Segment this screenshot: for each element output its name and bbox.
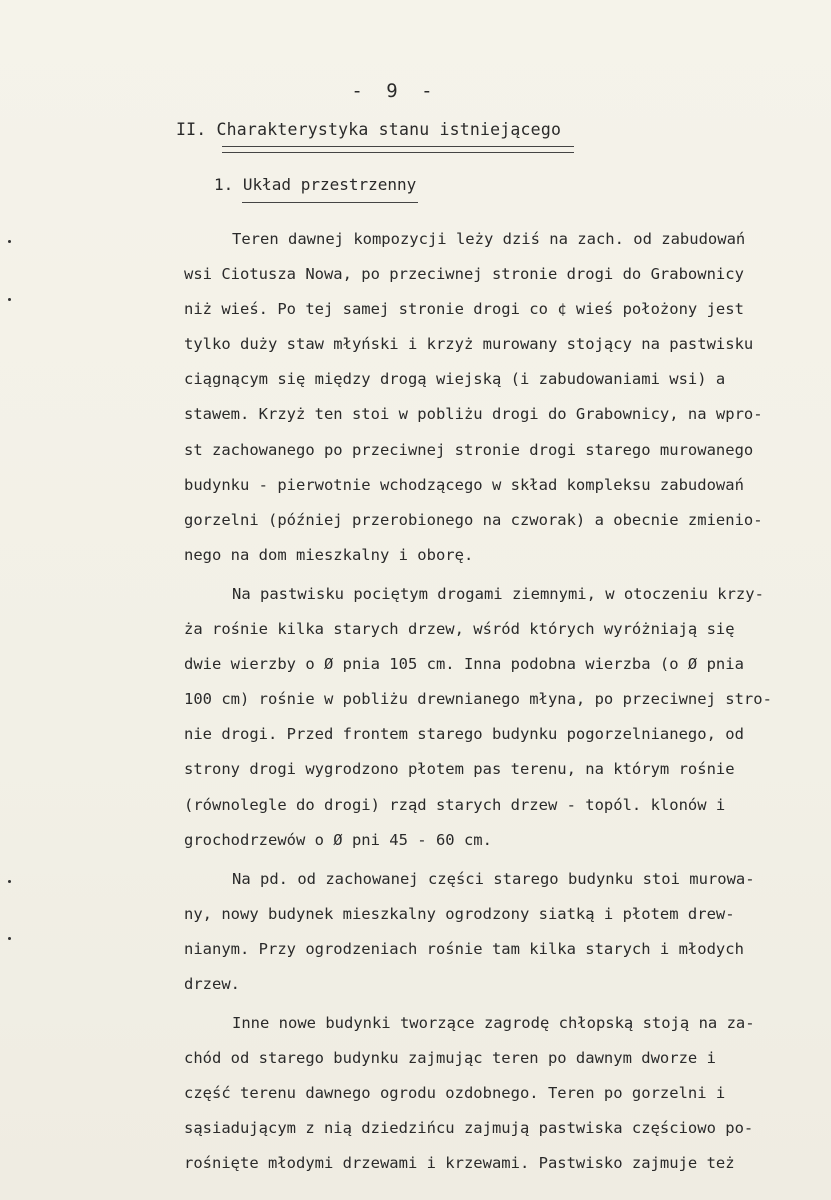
text-line: ża rośnie kilka starych drzew, wśród których wyróżniają się [184, 620, 735, 639]
text-line: dwie wierzby o Ø pnia 105 cm. Inna podobna wierzba (o Ø pnia [184, 655, 744, 674]
text-line: ciągnącym się między drogą wiejską (i zabudowaniami wsi) a [184, 370, 726, 389]
heading-double-underline [222, 146, 574, 153]
text-line: sąsiadującym z nią dziedzińcu zajmują pastwiska częściowo po- [184, 1119, 754, 1138]
body-text [184, 222, 824, 1182]
text-line: Na pastwisku pociętym drogami ziemnymi, w otoczeniu krzy- [232, 584, 764, 603]
page-number: - 9 - [351, 80, 439, 102]
text-line: drzew. [184, 974, 240, 993]
text-line: (równolegle do drogi) rząd starych drzew - topól. klonów i [184, 795, 726, 814]
text-line: część terenu dawnego ogrodu ozdobnego. Teren po gorzelni i [184, 1084, 726, 1103]
text-line: niż wieś. Po tej samej stronie drogi co ¢ wieś położony jest [184, 300, 744, 319]
text-line: nianym. Przy ogrodzeniach rośnie tam kilka starych i młodych [184, 939, 744, 958]
margin-mark [8, 298, 11, 301]
text-line: Teren dawnej kompozycji leży dziś na zach. od zabudowań [232, 230, 746, 248]
text-line: gorzelni (później przerobionego na czworak) a obecnie zmienio- [184, 510, 763, 529]
margin-mark [8, 880, 11, 883]
text-line: Na pd. od zachowanej części starego budynku stoi murowa- [232, 869, 755, 888]
text-line: nego na dom mieszkalny i oborę. [184, 545, 474, 564]
text-line: Inne nowe budynki tworzące zagrodę chłopską stoją na za- [232, 1014, 755, 1033]
margin-mark [8, 937, 11, 940]
text-line: st zachowanego po przeciwnej stronie drogi starego murowanego [184, 440, 754, 459]
text-line: grochodrzewów o Ø pni 45 - 60 cm. [184, 830, 492, 849]
text-line: 100 cm) rośnie w pobliżu drewnianego młyna, po przeciwnej stro- [184, 690, 772, 709]
section-heading: II. Charakterystyka stanu istniejącego [176, 120, 562, 139]
text-line: stawem. Krzyż ten stoi w pobliżu drogi do Grabownicy, na wpro- [184, 405, 763, 424]
text-line: ny, nowy budynek mieszkalny ogrodzony siatką i płotem drew- [184, 904, 735, 923]
subsection-heading: 1. Układ przestrzenny [214, 175, 417, 194]
text-line: budynku - pierwotnie wchodzącego w skład kompleksu zabudowań [184, 475, 744, 494]
text-line: chód od starego budynku zajmując teren po dawnym dworze i [184, 1049, 716, 1068]
text-line: rośnięte młodymi drzewami i krzewami. Pastwisko zajmuje też [184, 1154, 735, 1173]
text-line: nie drogi. Przed frontem starego budynku pogorzelnianego, od [184, 725, 744, 744]
text-line: strony drogi wygrodzono płotem pas terenu, na którym rośnie [184, 760, 735, 779]
margin-mark [8, 240, 11, 243]
subheading-underline [242, 202, 418, 203]
text-line: wsi Ciotusza Nowa, po przeciwnej stronie drogi do Grabownicy [184, 265, 744, 284]
text-line: tylko duży staw młyński i krzyż murowany stojący na pastwisku [184, 335, 754, 354]
